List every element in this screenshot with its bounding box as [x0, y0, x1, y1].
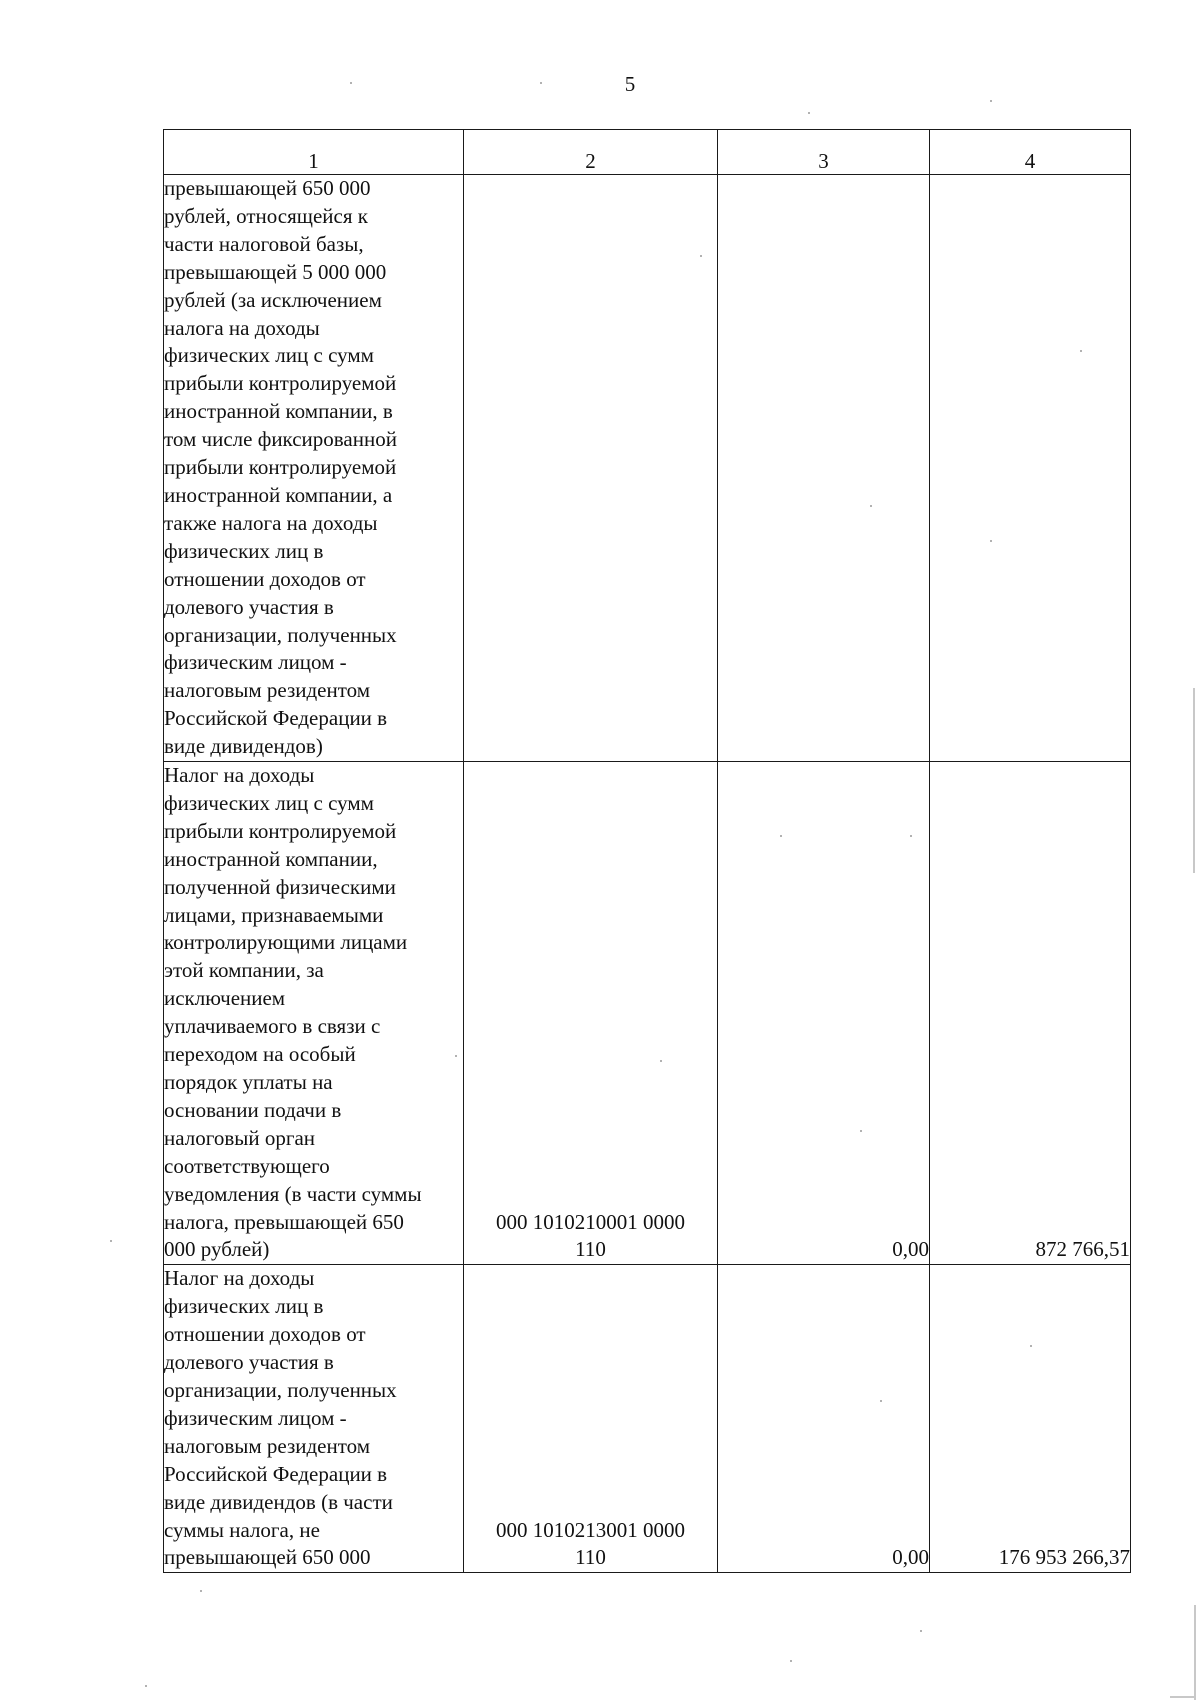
scan-edge-line: [1194, 1605, 1196, 1700]
row-name-cell: Налог на доходы физических лиц с сумм прибыли контролируемой иностранной компании, полученной физическими лицами, признаваемыми контролирующими лицами этой компании, за исключением уплачиваемого в связи с переходом на особый порядок уплаты на основании подачи в налоговый орган соответствующего уведомления (в части суммы налога, превышающей 650 000 рублей): [164, 762, 464, 1265]
column-header: 1: [164, 130, 464, 175]
table-row: [164, 175, 1131, 762]
row-value-col4: [930, 175, 1131, 762]
table-header-row: [164, 130, 1131, 175]
column-header: 3: [718, 130, 930, 175]
revenue-table: [163, 129, 1131, 1573]
table-row: [164, 1265, 1131, 1573]
row-value-col4: 872 766,51: [930, 762, 1131, 1265]
row-code-cell: 000 1010210001 0000 110: [464, 762, 718, 1265]
row-code-cell: 000 1010213001 0000 110: [464, 1265, 718, 1573]
row-value-col3: 0,00: [718, 1265, 930, 1573]
scan-edge-line: [1170, 1696, 1196, 1698]
row-value-col3: 0,00: [718, 762, 930, 1265]
table-row: [164, 762, 1131, 1265]
row-value-col3: [718, 175, 930, 762]
scan-edge-line: [1193, 688, 1195, 873]
column-header: 4: [930, 130, 1131, 175]
row-name-cell: Налог на доходы физических лиц в отношении доходов от долевого участия в организации, полученных физическим лицом - налоговым резидентом Российской Федерации в виде дивидендов (в части суммы налога, не превышающей 650 000: [164, 1265, 464, 1573]
row-name-cell: превышающей 650 000 рублей, относящейся к части налоговой базы, превышающей 5 000 000 рублей (за исключением налога на доходы физических лиц с сумм прибыли контролируемой иностранной компании, в том числе фиксированной прибыли контролируемой иностранной компании, а также налога на доходы физических лиц в отношении доходов от долевого участия в организации, полученных физическим лицом - налоговым резидентом Российской Федерации в виде дивидендов): [164, 175, 464, 762]
page-number: 5: [624, 72, 636, 96]
column-header: 2: [464, 130, 718, 175]
row-value-col4: 176 953 266,37: [930, 1265, 1131, 1573]
row-code-cell: [464, 175, 718, 762]
